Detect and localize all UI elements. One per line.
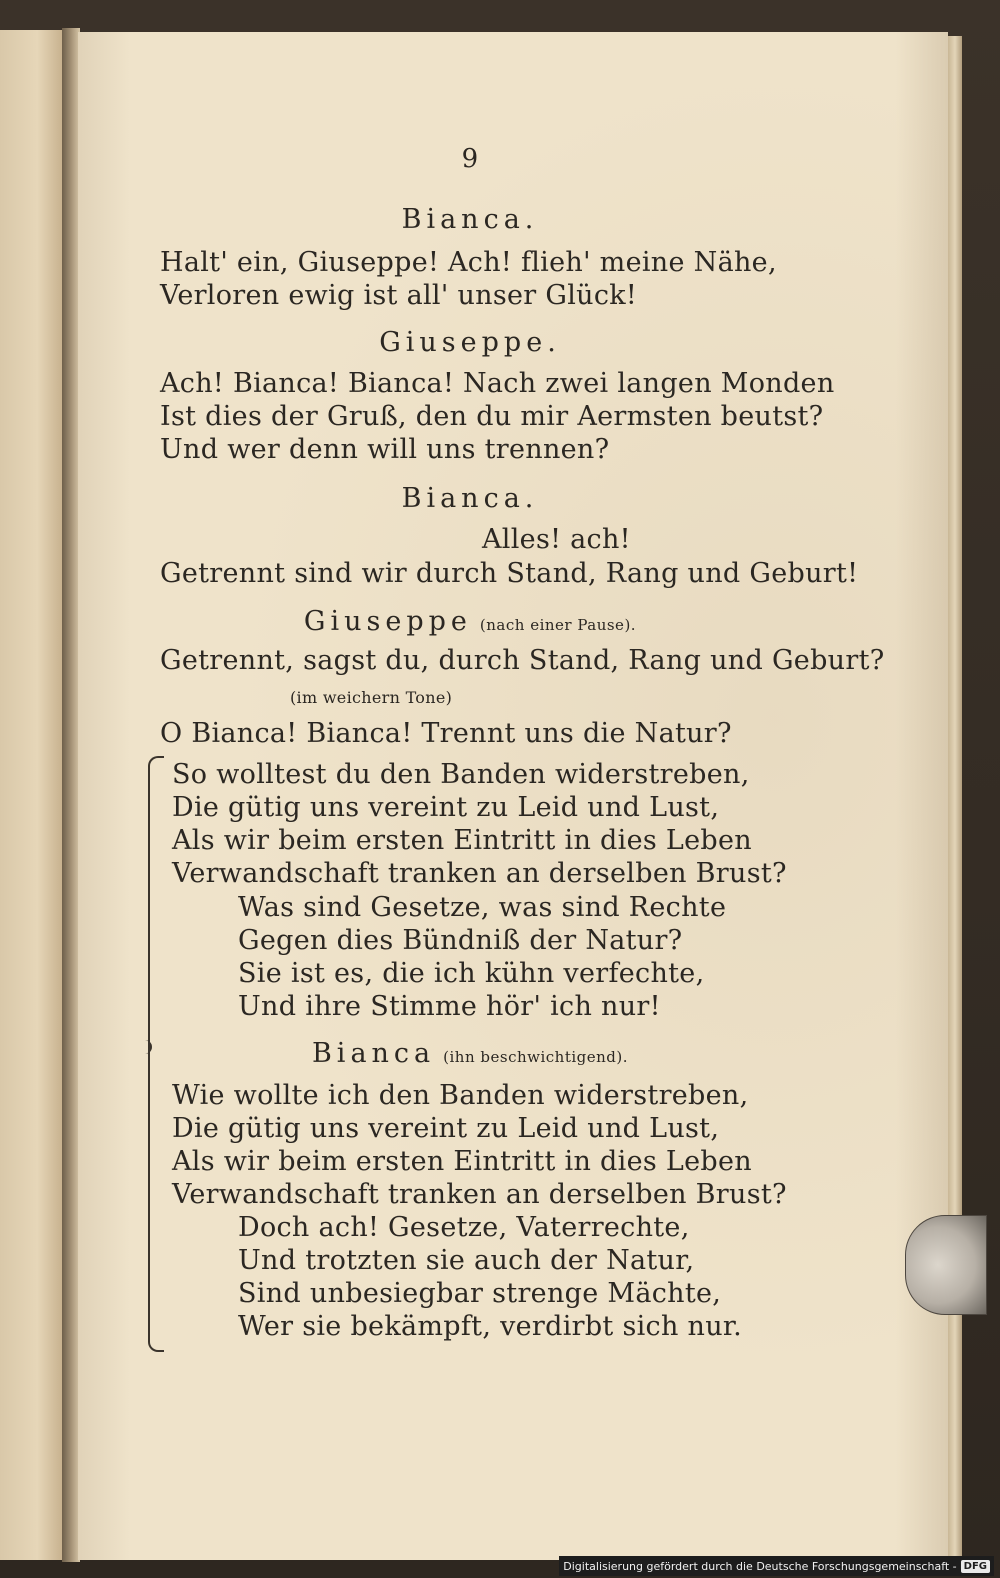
speaker-name: Giuseppe.: [379, 327, 561, 358]
page-number: 9: [461, 144, 479, 174]
page-edge: [948, 36, 962, 1558]
verse-line: Die gütig uns vereint zu Leid und Lust,: [172, 1113, 720, 1144]
stage-direction: (im weichern Tone): [290, 688, 453, 707]
speaker-name: Bianca: [311, 1038, 436, 1069]
speaker-heading: [160, 1038, 780, 1073]
verse-line: Verwandschaft tranken an derselben Brust?: [172, 1179, 787, 1210]
speaker-name: Giuseppe: [303, 606, 472, 637]
verse-line: Wie wollte ich den Banden widerstreben,: [172, 1080, 749, 1111]
verse-line: Und wer denn will uns trennen?: [160, 434, 610, 465]
verse-line: Alles! ach!: [482, 524, 631, 555]
verse-line: Und trotzten sie auch der Natur,: [238, 1245, 695, 1276]
footer-credit: Digitalisierung gefördert durch die Deutsche Forschungsgemeinschaft -: [563, 1559, 957, 1573]
speaker-name: Bianca.: [401, 204, 539, 235]
duet-brace: [148, 756, 164, 1352]
verse-line: Sie ist es, die ich kühn verfechte,: [238, 958, 705, 989]
digitization-footer: [559, 1556, 994, 1576]
verse-line: Halt' ein, Giuseppe! Ach! flieh' meine Nähe,: [160, 247, 777, 278]
verse-line: O Bianca! Bianca! Trennt uns die Natur?: [160, 718, 732, 749]
speaker-heading: [160, 606, 780, 641]
speaker-name: Bianca.: [401, 483, 539, 514]
verse-line: Getrennt, sagst du, durch Stand, Rang und Geburt?: [160, 645, 885, 676]
facing-page-edge: [0, 30, 63, 1560]
verse-line: Und ihre Stimme hör' ich nur!: [238, 991, 661, 1022]
verse-line: Was sind Gesetze, was sind Rechte: [238, 892, 727, 923]
verse-line: Gegen dies Bündniß der Natur?: [238, 925, 683, 956]
verse-line: Verloren ewig ist all' unser Glück!: [160, 280, 638, 311]
stage-direction: (ihn beschwichtigend).: [443, 1048, 629, 1066]
verse-line: Wer sie bekämpft, verdirbt sich nur.: [238, 1311, 743, 1342]
verse-line: Getrennt sind wir durch Stand, Rang und Geburt!: [160, 558, 859, 589]
verse-line: Sind unbesiegbar strenge Mächte,: [238, 1278, 722, 1309]
verse-line: Ach! Bianca! Bianca! Nach zwei langen Monden: [160, 368, 835, 399]
verse-line: Verwandschaft tranken an derselben Brust?: [172, 858, 787, 889]
verse-line: Die gütig uns vereint zu Leid und Lust,: [172, 792, 720, 823]
stage-direction: (nach einer Pause).: [479, 616, 637, 634]
verse-line: Als wir beim ersten Eintritt in dies Leben: [172, 1146, 752, 1177]
verse-line: So wolltest du den Banden widerstreben,: [172, 759, 750, 790]
page-clip: [905, 1215, 987, 1315]
dfg-logo: DFG: [961, 1560, 990, 1573]
verse-line: Doch ach! Gesetze, Vaterrechte,: [238, 1212, 690, 1243]
verse-line: Ist dies der Gruß, den du mir Aermsten beutst?: [160, 401, 824, 432]
verse-line: Als wir beim ersten Eintritt in dies Leben: [172, 825, 752, 856]
